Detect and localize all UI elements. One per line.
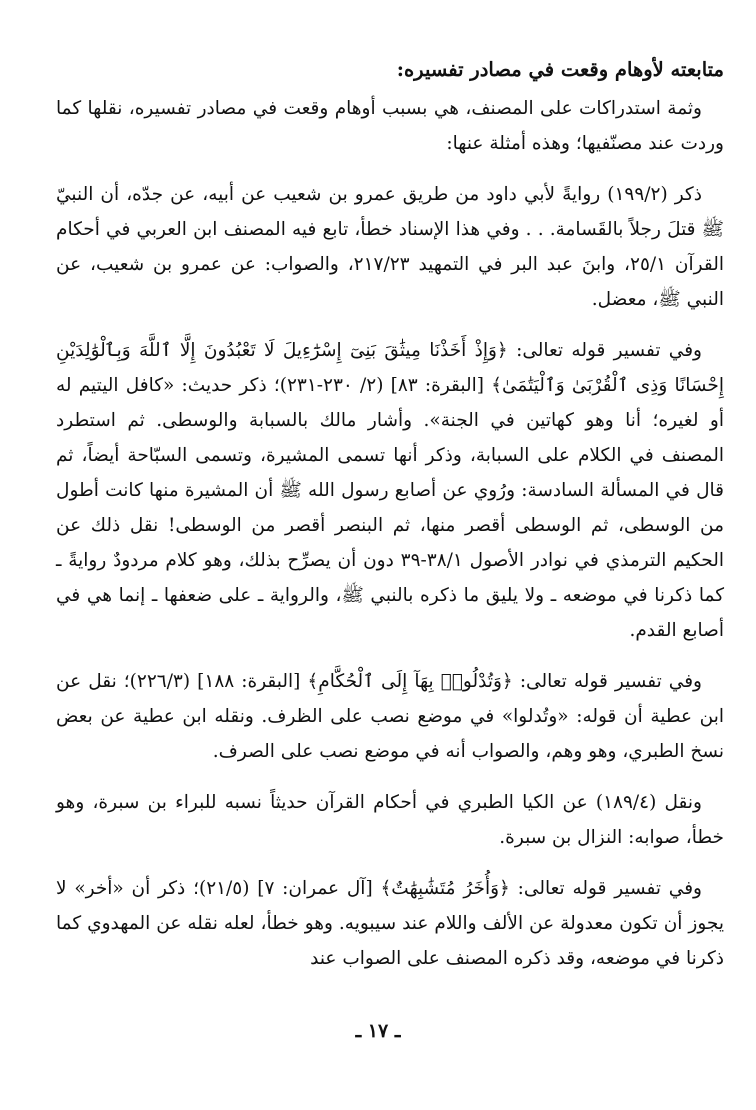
- paragraph-divider: [56, 769, 724, 785]
- paragraph-divider: [56, 161, 724, 177]
- paragraph-qasama: ذكر (١٩٩/٢) روايةً لأبي داود من طريق عمرو بن شعيب عن أبيه، عن جدّه، أن النبيّ ﷺ قتلَ رجلاً بالقَسامة. . . وفي هذا الإسناد خطأ، تابع فيه المصنف ابن العربي في أحكام القرآن ٢٥/١، وابنَ عبد البر في التمهيد ٢١٧/٢٣، والصواب: عن عمرو بن شعيب، عن النبي ﷺ، معضل.: [56, 184, 724, 310]
- document-page: [56, 52, 724, 976]
- paragraph-kiya: ونقل (١٨٩/٤) عن الكيا الطبري في أحكام القرآن حديثاً نسبه للبراء بن سبرة، وهو خطأ، صوابه: النزال بن سبرة.: [56, 792, 724, 848]
- section-heading: متابعته لأوهام وقعت في مصادر تفسيره:: [396, 58, 724, 81]
- paragraph-orphan-sponsor: وفي تفسير قوله تعالى: ﴿وَإِذْ أَخَذْنَا مِيثَٰقَ بَنِىٓ إِسْرَٰٓءِيلَ لَا تَعْبُدُونَ إِلَّا ٱللَّهَ وَبِٱلْوَٰلِدَيْنِ إِحْسَانًا وَذِى ٱلْقُرْبَىٰ وَٱلْيَتَٰمَىٰ﴾ [البقرة: ٨٣] (٢/ ٢٣٠-٢٣١)؛ ذكر حديث: «كافل اليتيم له أو لغيره؛ أنا وهو كهاتين في الجنة». وأشار مالك بالسبابة والوسطى. ثم استطرد المصنف في الكلام على السبابة، وذكر أنها تسمى المشيرة، وتسمى السبّاحة أيضاً، ثم قال في المسألة السادسة: ورُوي عن أصابع رسول الله ﷺ أن المشيرة منها كانت أطول من الوسطى، ثم الوسطى أقصر منها، ثم البنصر أقصر من الوسطى! نقل ذلك عن الحكيم الترمذي في نوادر الأصول ٣٨/١-٣٩ دون أن يصرِّح بذلك، وهو كلام مردودٌ روايةً ـ كما ذكرنا في موضعه ـ ولا يليق ما ذكره بالنبي ﷺ، والرواية ـ على ضعفها ـ إنما هي في أصابع القدم.: [56, 340, 724, 641]
- paragraph-divider: [56, 855, 724, 871]
- paragraph-ukhar: وفي تفسير قوله تعالى: ﴿وَأُخَرُ مُتَشَٰبِهَٰتٌ﴾ [آل عمران: ٧] (٢١/٥)؛ ذكر أن «أخر» لا يجوز أن تكون معدولة عن الألف واللام عند سيبويه. وهو خطأ، لعله نقله عن المهدوي كما ذكرنا في موضعه، وقد ذكره المصنف على الصواب عند: [56, 878, 724, 969]
- paragraph-tudlu: وفي تفسير قوله تعالى: ﴿وَتُدْلُوا۟ بِهَآ إِلَى ٱلْحُكَّامِ﴾ [البقرة: ١٨٨] (٢٢٦/٣)؛ نقل عن ابن عطية أن قوله: «وتُدلوا» في موضع نصب على الظرف. ونقله ابن عطية عن بعض نسخ الطبري، وهو وهم، والصواب أنه في موضع نصب على الصرف.: [56, 671, 724, 762]
- paragraph-intro: وثمة استدراكات على المصنف، هي بسبب أوهام وقعت في مصادر تفسيره، نقلها كما وردت عند مصنّفيها؛ وهذه أمثلة عنها:: [56, 98, 724, 154]
- page-number: ـ ١٧ ـ: [355, 1020, 401, 1042]
- paragraph-divider: [56, 648, 724, 664]
- paragraph-divider: [56, 317, 724, 333]
